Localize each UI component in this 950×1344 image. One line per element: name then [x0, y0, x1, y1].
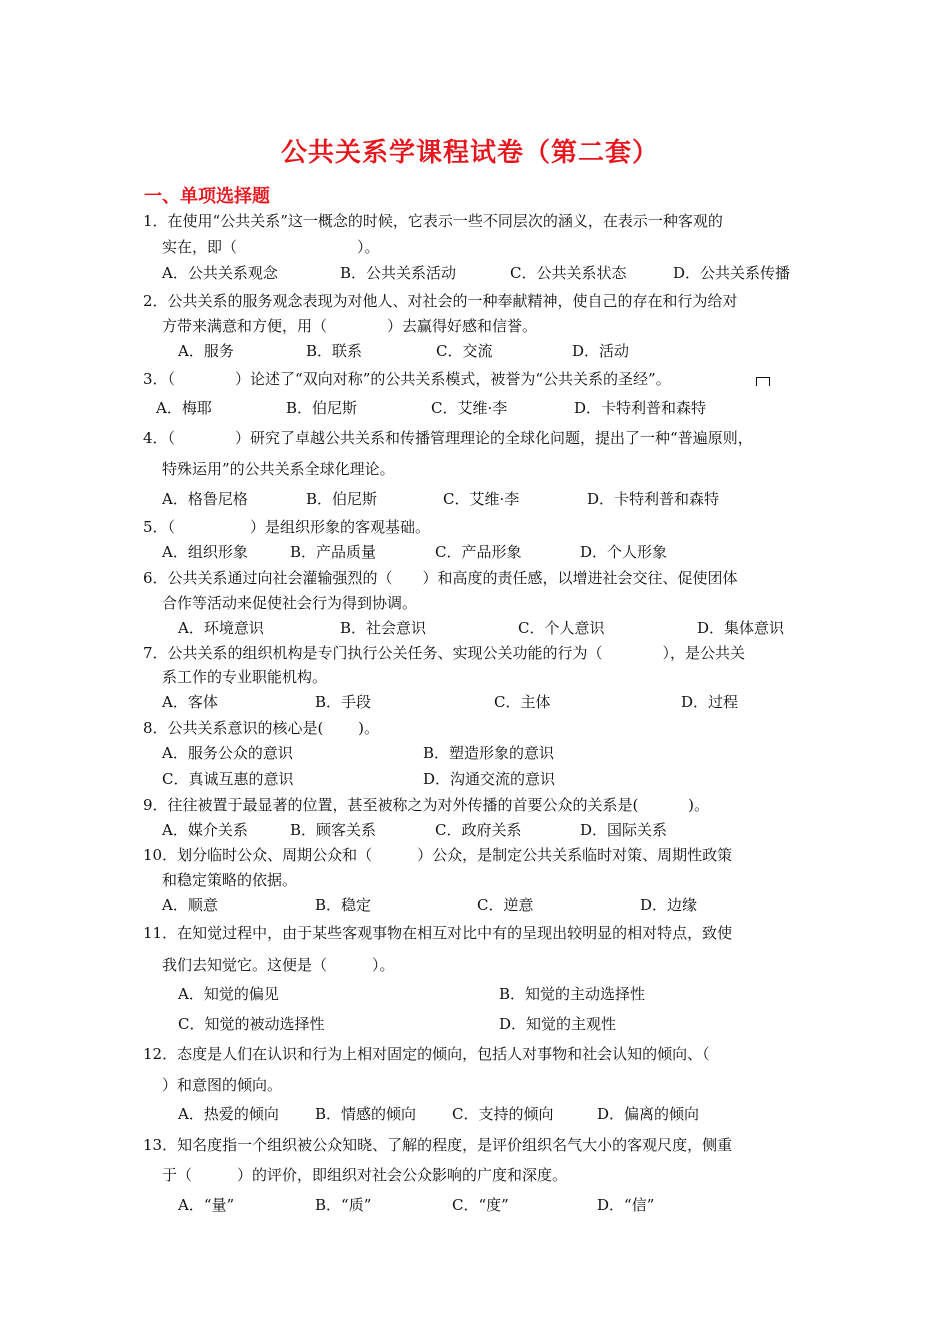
option-b: B．产品质量: [290, 543, 377, 561]
option-c: C．个人意识: [518, 619, 605, 637]
question-stem: 12．态度是人们在认识和行为上相对固定的倾向，包括人对事物和社会认知的倾向、（: [143, 1045, 710, 1063]
option-a: A．公共关系观念: [162, 264, 278, 282]
option-c: C．“度”: [452, 1196, 509, 1214]
option-c: C．真诚互惠的意识: [162, 770, 294, 788]
question-stem: 于（ ）的评价，即组织对社会公众影响的广度和深度。: [162, 1166, 568, 1184]
option-b: B．社会意识: [340, 619, 427, 637]
option-c: C．主体: [494, 693, 551, 711]
option-c: C．艾维·李: [443, 490, 520, 508]
question-stem: 实在，即（ ）。: [162, 238, 380, 256]
option-c: C．支持的倾向: [452, 1105, 554, 1123]
option-a: A．组织形象: [162, 543, 248, 561]
option-a: A．热爱的倾向: [178, 1105, 279, 1123]
option-b: B．伯尼斯: [306, 490, 378, 508]
option-a: A．知觉的偏见: [178, 985, 279, 1003]
option-d: D．活动: [572, 342, 630, 360]
option-a: A．服务公众的意识: [162, 744, 293, 762]
question-stem: 9．往往被置于最显著的位置，甚至被称之为对外传播的首要公众的关系是( )。: [143, 796, 710, 814]
option-b: B．顾客关系: [290, 821, 377, 839]
page-title: 公共关系学课程试卷（第二套）: [280, 138, 659, 168]
option-d: D．国际关系: [580, 821, 668, 839]
option-d: D．集体意识: [697, 619, 785, 637]
question-stem: 8．公共关系意识的核心是( )。: [143, 719, 380, 737]
option-c: C．公共关系状态: [510, 264, 627, 282]
question-stem: 方带来满意和方便，用（ ）去赢得好感和信誉。: [162, 317, 538, 335]
question-stem: 4．（ ）研究了卓越公共关系和传播管理理论的全球化问题，提出了一种“普遍原则，: [143, 429, 753, 447]
question-stem: 特殊运用”的公共关系全球化理论。: [162, 460, 395, 478]
option-d: D．卡特利普和森特: [574, 399, 707, 417]
option-b: B．知觉的主动选择性: [499, 985, 646, 1003]
question-stem: 系工作的专业职能机构。: [162, 668, 328, 686]
option-d: D．公共关系传播: [673, 264, 791, 282]
option-a: A．顺意: [162, 896, 218, 914]
option-d: D．“信”: [597, 1196, 655, 1214]
question-stem: 和稳定策略的依据。: [162, 871, 298, 889]
option-b: B．伯尼斯: [286, 399, 358, 417]
option-c: C．艾维·李: [431, 399, 508, 417]
question-stem: ）和意图的倾向。: [162, 1076, 283, 1094]
question-stem: 合作等活动来促使社会行为得到协调。: [162, 594, 418, 612]
option-a: A．格鲁尼格: [162, 490, 248, 508]
option-a: A．环境意识: [178, 619, 264, 637]
question-stem: 2．公共关系的服务观念表现为对他人、对社会的一种奉献精神，使自己的存在和行为给对: [143, 292, 738, 310]
option-c: C．交流: [436, 342, 493, 360]
question-stem: 11．在知觉过程中，由于某些客观事物在相互对比中有的呈现出较明显的相对特点，致使: [143, 924, 733, 942]
option-a: A．客体: [162, 693, 218, 711]
option-c: C．知觉的被动选择性: [178, 1015, 325, 1033]
option-d: D．个人形象: [580, 543, 668, 561]
question-stem: 3．（ ）论述了“双向对称”的公共关系模式，被誉为“公共关系的圣经”。: [143, 370, 671, 388]
option-a: A．梅耶: [156, 399, 212, 417]
option-c: C．政府关系: [435, 821, 522, 839]
question-stem: 1．在使用“公共关系”这一概念的时候，它表示一些不同层次的涵义，在表示一种客观的: [143, 212, 723, 230]
option-d: D．偏离的倾向: [597, 1105, 700, 1123]
option-a: A．“量”: [178, 1196, 235, 1214]
option-b: B．联系: [306, 342, 363, 360]
option-d: D．边缘: [640, 896, 698, 914]
option-d: D．过程: [681, 693, 739, 711]
section-heading: 一、单项选择题: [144, 186, 270, 207]
option-d: D．卡特利普和森特: [587, 490, 720, 508]
option-b: B．情感的倾向: [315, 1105, 417, 1123]
question-stem: 我们去知觉它。这便是（ ）。: [162, 956, 395, 974]
question-stem: 13．知名度指一个组织被公众知晓、了解的程度，是评价组织名气大小的客观尺度，侧重: [143, 1136, 733, 1154]
question-stem: 6．公共关系通过向社会灌输强烈的（ ）和高度的责任感，以增进社会交往、促使团体: [143, 569, 738, 587]
option-d: D．沟通交流的意识: [423, 770, 556, 788]
option-d: D．知觉的主观性: [499, 1015, 617, 1033]
question-stem: 7．公共关系的组织机构是专门执行公关任务、实现公关功能的行为（ ），是公共关: [143, 644, 746, 662]
option-a: A．服务: [178, 342, 234, 360]
option-c: C．产品形象: [435, 543, 522, 561]
option-c: C．逆意: [477, 896, 534, 914]
bracket-mark-icon: [756, 377, 770, 386]
option-b: B．“质”: [315, 1196, 372, 1214]
option-b: B．公共关系活动: [340, 264, 457, 282]
option-a: A．媒介关系: [162, 821, 248, 839]
question-stem: 10．划分临时公众、周期公众和（ ）公众，是制定公共关系临时对策、周期性政策: [143, 846, 733, 864]
option-b: B．塑造形象的意识: [423, 744, 555, 762]
option-b: B．稳定: [315, 896, 372, 914]
option-b: B．手段: [315, 693, 372, 711]
question-stem: 5．（ ）是组织形象的客观基础。: [143, 518, 431, 536]
